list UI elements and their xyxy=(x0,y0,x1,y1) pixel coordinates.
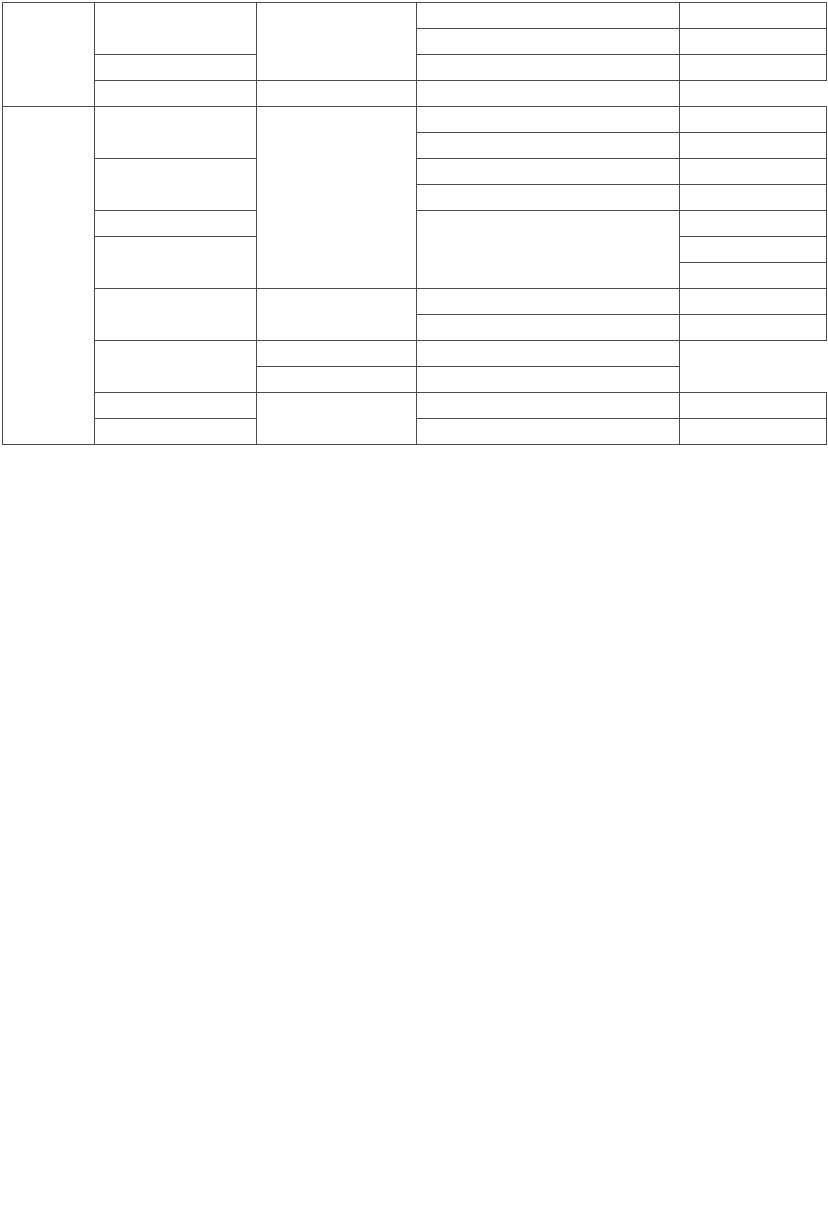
village-cell xyxy=(95,159,257,211)
contact-person-cell xyxy=(417,133,680,159)
phone-cell xyxy=(680,393,827,419)
phone-cell xyxy=(680,107,827,133)
phone-cell xyxy=(680,419,827,445)
leader-cell xyxy=(417,55,680,81)
hospital-cell xyxy=(3,107,95,445)
table-row xyxy=(3,289,827,315)
contact-person-cell xyxy=(680,263,827,289)
phone-cell xyxy=(680,289,827,315)
table-row xyxy=(3,3,827,29)
contact-person-cell xyxy=(257,367,417,393)
contact-person-cell xyxy=(417,289,680,315)
leader-cell xyxy=(257,3,417,81)
table-row xyxy=(3,107,827,133)
contact-person-cell xyxy=(417,29,680,55)
phone-cell xyxy=(680,315,827,341)
village-cell xyxy=(95,237,257,289)
village-cell xyxy=(95,393,257,419)
phone-cell xyxy=(680,159,827,185)
village-cell xyxy=(95,81,257,107)
phone-cell xyxy=(680,185,827,211)
contact-table-container xyxy=(2,2,827,445)
table-row xyxy=(3,393,827,419)
contact-person-cell xyxy=(417,315,680,341)
phone-cell xyxy=(680,133,827,159)
hospital-cell xyxy=(3,3,95,107)
village-cell xyxy=(95,289,257,341)
contact-table xyxy=(2,2,827,445)
phone-cell xyxy=(417,367,680,393)
contact-person-cell xyxy=(417,3,680,29)
table-row xyxy=(3,341,827,367)
village-cell xyxy=(95,3,257,55)
contact-person-cell xyxy=(417,393,680,419)
contact-person-cell xyxy=(417,159,680,185)
phone-cell xyxy=(680,29,827,55)
leader-cell xyxy=(257,289,417,341)
leader-cell xyxy=(257,107,417,289)
contact-person-cell xyxy=(680,237,827,263)
contact-person-cell xyxy=(257,81,417,107)
village-cell xyxy=(95,419,257,445)
contact-person-cell xyxy=(417,185,680,211)
village-cell xyxy=(95,107,257,159)
table-row xyxy=(3,81,827,107)
contact-person-cell xyxy=(417,419,680,445)
village-cell xyxy=(95,211,257,237)
village-cell xyxy=(95,55,257,81)
phone-cell xyxy=(417,341,680,367)
village-cell xyxy=(95,341,257,393)
phone-cell xyxy=(417,81,680,107)
leader-cell xyxy=(417,211,680,289)
leader-cell xyxy=(257,393,417,445)
contact-person-cell xyxy=(680,55,827,81)
contact-person-cell xyxy=(680,211,827,237)
contact-person-cell xyxy=(257,341,417,367)
phone-cell xyxy=(680,3,827,29)
contact-table-body xyxy=(3,3,827,445)
contact-person-cell xyxy=(417,107,680,133)
